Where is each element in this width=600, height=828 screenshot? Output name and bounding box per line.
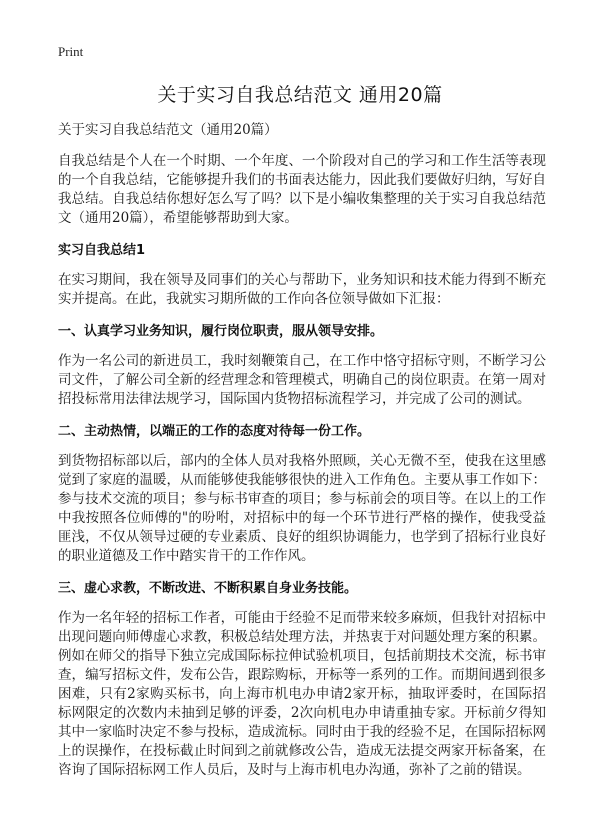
heading-2: 二、主动热情，以端正的工作的态度对待每一份工作。	[58, 424, 371, 439]
heading-3: 三、虚心求教，不断改进、不断积累自身业务技能。	[58, 581, 358, 596]
intro-paragraph: 自我总结是个人在一个时期、一个年度、一个阶段对自己的学习和工作生活等表现的一个自我总结，它能够提升我们的书面表达能力，因此我们要做好归纳，写好自我总结。自我总结你想好怎么写了吗？以下是小编收集整理的关于实习自我总结范文（通用20篇），希望能够帮助到大家。	[58, 153, 546, 226]
heading-1: 一、认真学习业务知识，履行岗位职责，服从领导安排。	[58, 324, 384, 339]
document-title: 关于实习自我总结范文 通用20篇	[157, 84, 443, 106]
section-intro-paragraph: 在实习期间，我在领导及同事们的关心与帮助下，业务知识和技术能力得到不断充实并提高。在此，我就实习期所做的工作向各位领导做如下汇报：	[58, 272, 546, 307]
print-label: Print	[58, 44, 84, 59]
paragraph-3: 作为一名年轻的招标工作者，可能由于经验不足而带来较多麻烦，但我针对招标中出现问题向师傅虚心求教，积极总结处理方法，并热衷于对问题处理方案的积累。例如在师父的指导下独立完成国际标拉伸试验机项目，包括前期技术交流，标书审查，编写招标文件，发布公告，跟踪购标，开标等一系列的工作。而期间遇到很多困难，只有2家购买标书，向上海市机电办申请2家开标，抽取评委时，在国际招标网限定的次数内未抽到足够的评委，2次向机电办申请重抽专家。开标前夕得知其中一家临时决定不参与投标，造成流标。同时由于我的经验不足，在国际招标网上的误操作，在投标截止时间到之前就修改公告，造成无法提交两家开标备案，在咨询了国际招标网工作人员后，及时与上海市机电办沟通，弥补了之前的错误。	[58, 610, 546, 778]
paragraph-1: 作为一名公司的新进员工，我时刻鞭策自己，在工作中恪守招标守则，不断学习公司文件，了解公司全新的经营理念和管理模式，明确自己的岗位职责。在第一周对招投标常用法律法规学习，国际国内货物招标流程学习，并完成了公司的测试。	[58, 353, 546, 407]
document-body	[58, 120, 546, 793]
paragraph-2: 到货物招标部以后，部内的全体人员对我格外照顾，关心无微不至，使我在这里感觉到了家庭的温暖，从而能够使我能够很快的进入工作角色。主要从事工作如下：参与技术交流的项目；参与标书审查的项目；参与标前会的项目等。在以上的工作中我按照各位师傅的"的吩咐，对招标中的每一个环节进行严格的操作，使我受益匪浅，不仅从领导过硬的专业素质、良好的组织协调能力，也学到了招标行业良好的职业道德及工作中踏实肯干的工作作风。	[58, 453, 546, 564]
section-title: 实习自我总结1	[58, 243, 146, 258]
document-subtitle: 关于实习自我总结范文（通用20篇）	[58, 122, 278, 138]
